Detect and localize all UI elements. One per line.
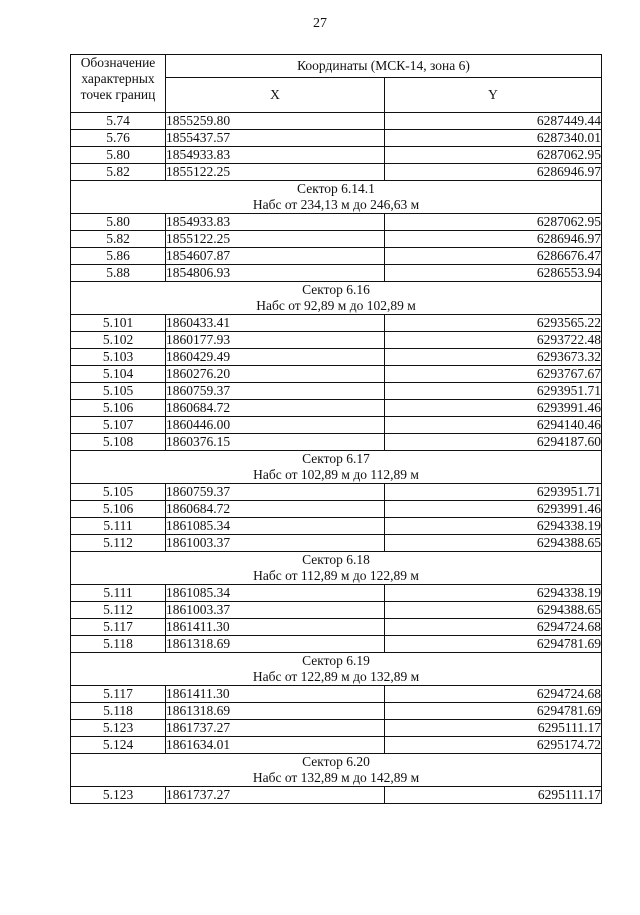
y-cell: 6294338.19 xyxy=(385,585,602,602)
sector-title: Сектор 6.18 xyxy=(302,552,370,567)
point-cell: 5.107 xyxy=(71,417,166,434)
point-cell: 5.80 xyxy=(71,147,166,164)
point-cell: 5.103 xyxy=(71,349,166,366)
table-row xyxy=(71,737,602,754)
point-cell: 5.101 xyxy=(71,315,166,332)
sector-title: Сектор 6.14.1 xyxy=(297,181,375,196)
point-cell: 5.105 xyxy=(71,484,166,501)
sector-header-row xyxy=(71,181,602,214)
y-cell: 6293673.32 xyxy=(385,349,602,366)
header-coordinates: Координаты (МСК-14, зона 6) xyxy=(166,55,602,78)
header-y: Y xyxy=(385,78,602,113)
y-cell: 6287340.01 xyxy=(385,130,602,147)
point-cell: 5.104 xyxy=(71,366,166,383)
coordinates-body xyxy=(71,113,602,804)
sector-height-range: Набс от 92,89 м до 102,89 м xyxy=(256,298,416,313)
point-cell: 5.86 xyxy=(71,248,166,265)
x-cell: 1861634.01 xyxy=(166,737,385,754)
table-row xyxy=(71,484,602,501)
y-cell: 6294724.68 xyxy=(385,686,602,703)
y-cell: 6294724.68 xyxy=(385,619,602,636)
table-row xyxy=(71,130,602,147)
sector-title: Сектор 6.20 xyxy=(302,754,370,769)
point-cell: 5.123 xyxy=(71,787,166,804)
sector-header xyxy=(71,754,602,787)
y-cell: 6294187.60 xyxy=(385,434,602,451)
x-cell: 1860276.20 xyxy=(166,366,385,383)
x-cell: 1860759.37 xyxy=(166,383,385,400)
point-cell: 5.74 xyxy=(71,113,166,130)
table-row xyxy=(71,400,602,417)
x-cell: 1861737.27 xyxy=(166,720,385,737)
coordinates-table xyxy=(70,54,602,804)
y-cell: 6294781.69 xyxy=(385,636,602,653)
y-cell: 6293951.71 xyxy=(385,484,602,501)
table-row xyxy=(71,434,602,451)
x-cell: 1861003.37 xyxy=(166,602,385,619)
y-cell: 6287062.95 xyxy=(385,147,602,164)
y-cell: 6294781.69 xyxy=(385,703,602,720)
table-row xyxy=(71,585,602,602)
table-row xyxy=(71,315,602,332)
x-cell: 1860684.72 xyxy=(166,400,385,417)
table-row xyxy=(71,366,602,383)
sector-header xyxy=(71,552,602,585)
y-cell: 6293565.22 xyxy=(385,315,602,332)
y-cell: 6293991.46 xyxy=(385,501,602,518)
point-cell: 5.106 xyxy=(71,501,166,518)
y-cell: 6293722.48 xyxy=(385,332,602,349)
y-cell: 6295174.72 xyxy=(385,737,602,754)
point-cell: 5.118 xyxy=(71,636,166,653)
table-row xyxy=(71,636,602,653)
x-cell: 1855437.57 xyxy=(166,130,385,147)
y-cell: 6286946.97 xyxy=(385,231,602,248)
y-cell: 6287062.95 xyxy=(385,214,602,231)
sector-header xyxy=(71,282,602,315)
point-cell: 5.111 xyxy=(71,518,166,535)
x-cell: 1861003.37 xyxy=(166,535,385,552)
x-cell: 1860759.37 xyxy=(166,484,385,501)
table-row xyxy=(71,265,602,282)
table-row xyxy=(71,147,602,164)
table-row xyxy=(71,518,602,535)
point-cell: 5.102 xyxy=(71,332,166,349)
x-cell: 1854933.83 xyxy=(166,214,385,231)
table-row xyxy=(71,113,602,130)
x-cell: 1855259.80 xyxy=(166,113,385,130)
sector-header-row xyxy=(71,653,602,686)
point-cell: 5.117 xyxy=(71,686,166,703)
table-row xyxy=(71,720,602,737)
point-cell: 5.112 xyxy=(71,535,166,552)
point-cell: 5.80 xyxy=(71,214,166,231)
x-cell: 1861411.30 xyxy=(166,686,385,703)
x-cell: 1860446.00 xyxy=(166,417,385,434)
point-cell: 5.118 xyxy=(71,703,166,720)
point-cell: 5.112 xyxy=(71,602,166,619)
table-row xyxy=(71,332,602,349)
sector-header xyxy=(71,653,602,686)
sector-header-row xyxy=(71,282,602,315)
point-cell: 5.106 xyxy=(71,400,166,417)
x-cell: 1854806.93 xyxy=(166,265,385,282)
table-row xyxy=(71,535,602,552)
x-cell: 1860177.93 xyxy=(166,332,385,349)
y-cell: 6294338.19 xyxy=(385,518,602,535)
sector-height-range: Набс от 102,89 м до 112,89 м xyxy=(253,467,419,482)
point-cell: 5.111 xyxy=(71,585,166,602)
x-cell: 1861737.27 xyxy=(166,787,385,804)
y-cell: 6293991.46 xyxy=(385,400,602,417)
x-cell: 1854607.87 xyxy=(166,248,385,265)
sector-header xyxy=(71,181,602,214)
x-cell: 1860376.15 xyxy=(166,434,385,451)
x-cell: 1861318.69 xyxy=(166,703,385,720)
sector-height-range: Набс от 122,89 м до 132,89 м xyxy=(252,669,420,684)
y-cell: 6293951.71 xyxy=(385,383,602,400)
table-row xyxy=(71,686,602,703)
x-cell: 1855122.25 xyxy=(166,164,385,181)
y-cell: 6294388.65 xyxy=(385,602,602,619)
sector-title: Сектор 6.16 xyxy=(302,282,370,297)
x-cell: 1860429.49 xyxy=(166,349,385,366)
table-row xyxy=(71,787,602,804)
point-cell: 5.76 xyxy=(71,130,166,147)
point-cell: 5.124 xyxy=(71,737,166,754)
sector-header-row xyxy=(71,552,602,585)
header-designation: Обозначение характерных точек границ xyxy=(71,55,166,113)
sector-height-range: Набс от 132,89 м до 142,89 м xyxy=(252,770,420,785)
table-row xyxy=(71,383,602,400)
x-cell: 1861085.34 xyxy=(166,518,385,535)
sector-header-row xyxy=(71,754,602,787)
table-row xyxy=(71,164,602,181)
x-cell: 1861085.34 xyxy=(166,585,385,602)
table-row xyxy=(71,703,602,720)
y-cell: 6286553.94 xyxy=(385,265,602,282)
table-row xyxy=(71,501,602,518)
table-row xyxy=(71,231,602,248)
table-row xyxy=(71,214,602,231)
y-cell: 6295111.17 xyxy=(385,787,602,804)
page-number: 27 xyxy=(313,16,327,31)
table-row xyxy=(71,417,602,434)
x-cell: 1861411.30 xyxy=(166,619,385,636)
sector-height-range: Набс от 234,13 м до 246,63 м xyxy=(252,197,420,212)
sector-title: Сектор 6.19 xyxy=(302,653,370,668)
y-cell: 6294140.46 xyxy=(385,417,602,434)
x-cell: 1854933.83 xyxy=(166,147,385,164)
header-x: X xyxy=(166,78,385,113)
y-cell: 6286676.47 xyxy=(385,248,602,265)
y-cell: 6295111.17 xyxy=(385,720,602,737)
sector-title: Сектор 6.17 xyxy=(302,451,370,466)
point-cell: 5.123 xyxy=(71,720,166,737)
point-cell: 5.108 xyxy=(71,434,166,451)
x-cell: 1860684.72 xyxy=(166,501,385,518)
table-row xyxy=(71,619,602,636)
x-cell: 1860433.41 xyxy=(166,315,385,332)
sector-height-range: Набс от 112,89 м до 122,89 м xyxy=(253,568,419,583)
sector-header xyxy=(71,451,602,484)
y-cell: 6287449.44 xyxy=(385,113,602,130)
y-cell: 6286946.97 xyxy=(385,164,602,181)
x-cell: 1855122.25 xyxy=(166,231,385,248)
table-row xyxy=(71,349,602,366)
y-cell: 6293767.67 xyxy=(385,366,602,383)
point-cell: 5.105 xyxy=(71,383,166,400)
x-cell: 1861318.69 xyxy=(166,636,385,653)
point-cell: 5.82 xyxy=(71,231,166,248)
table-row xyxy=(71,602,602,619)
sector-header-row xyxy=(71,451,602,484)
point-cell: 5.88 xyxy=(71,265,166,282)
y-cell: 6294388.65 xyxy=(385,535,602,552)
point-cell: 5.117 xyxy=(71,619,166,636)
table-row xyxy=(71,248,602,265)
point-cell: 5.82 xyxy=(71,164,166,181)
